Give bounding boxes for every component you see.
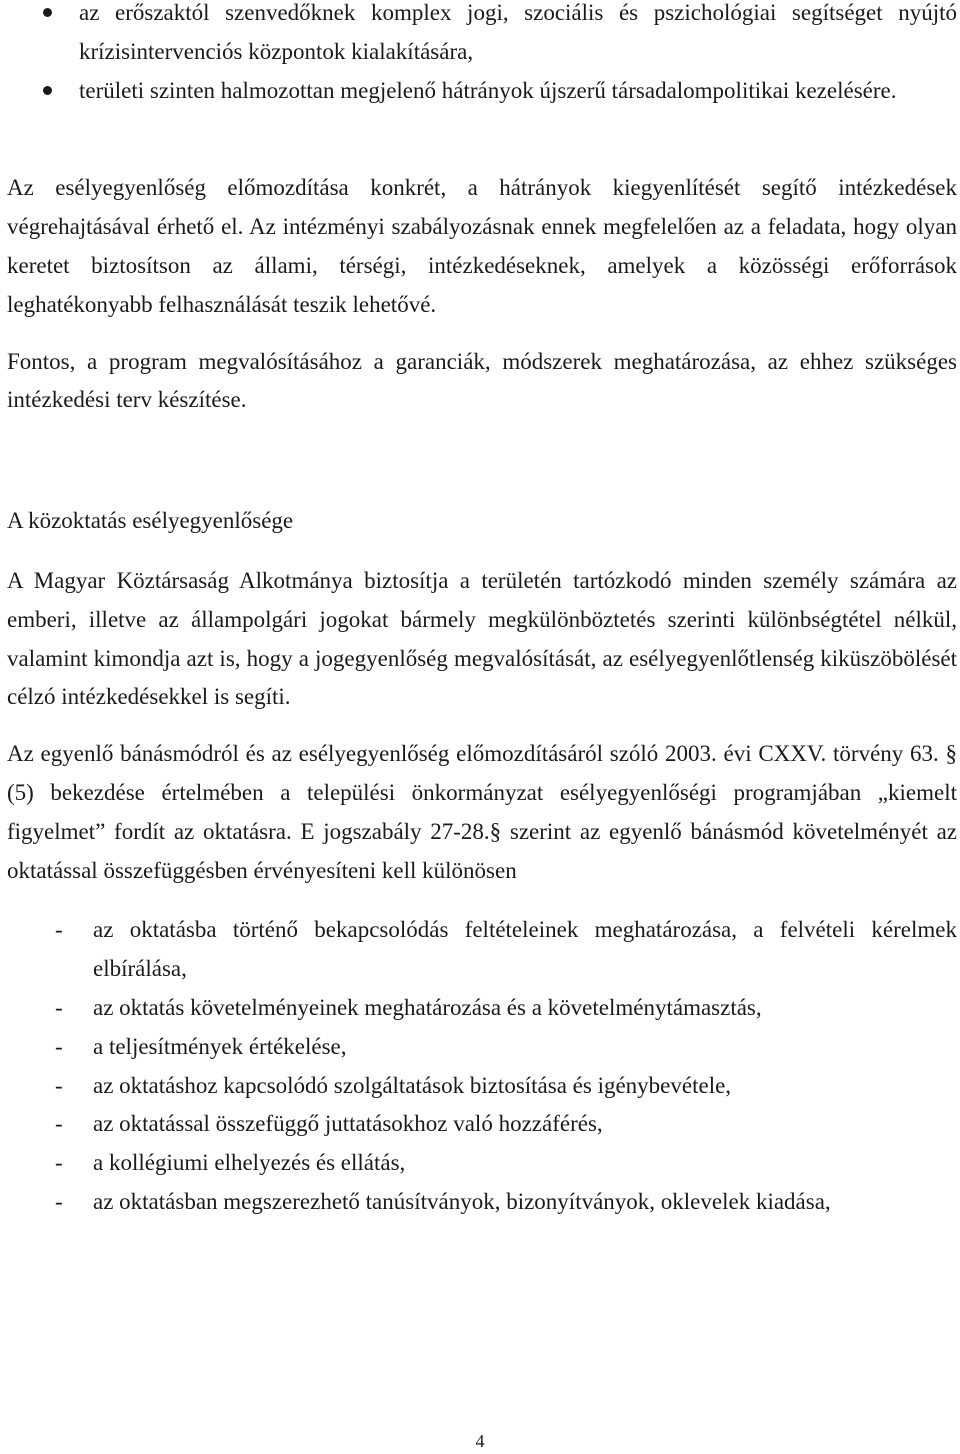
- bullet-icon: [43, 8, 52, 17]
- document-page: [7, 0, 957, 1222]
- dash-marker: -: [55, 1033, 63, 1059]
- list-item: [7, 989, 957, 1028]
- dash-marker: -: [55, 1111, 63, 1137]
- paragraph-law-2003: Az egyenlő bánásmódról és az esélyegyenlőség előmozdításáról szóló 2003. évi CXXV. törvény 63. § (5) bekezdése értelmében a települési önkormányzat esélyegyenlőségi programjában „kiemelt figyelmet” fordít az oktatásra. E jogszabály 27-28.§ szerint az egyenlő bánásmód követelményét az oktatással összefüggésben érvényesíteni kell különösen: [7, 741, 957, 883]
- bullet-text: területi szinten halmozottan megjelenő hátrányok újszerű társadalompolitikai kezelésére.: [79, 77, 897, 103]
- dash-marker: -: [55, 917, 63, 943]
- dash-marker: -: [55, 1072, 63, 1098]
- list-item: [7, 1105, 957, 1144]
- dash-item-text: az oktatásba történő bekapcsolódás feltételeinek meghatározása, a felvételi kérelmek elbírálása,: [93, 917, 957, 982]
- paragraph-constitution: A Magyar Köztársaság Alkotmánya biztosítja a területén tartózkodó minden személy számára az emberi, illetve az állampolgári jogokat bármely megkülönböztetés szerinti különbségtétel nélkül, valamint kimondja azt is, hogy a jogegyenlőség megvalósítását, az esélyegyenlőtlenség kiküszöbölését célzó intézkedésekkel is segíti.: [7, 567, 957, 710]
- dash-marker: -: [55, 994, 63, 1020]
- list-item: [7, 1067, 957, 1106]
- bullet-list: [7, 0, 957, 110]
- dash-marker: -: [55, 1150, 63, 1176]
- list-item: [7, 911, 957, 989]
- page-number: 4: [475, 1431, 485, 1451]
- bullet-text: az erőszaktól szenvedőknek komplex jogi, szociális és pszichológiai segítséget nyújtó krízisintervenciós központok kialakítására,: [79, 0, 957, 64]
- dash-item-text: a kollégiumi elhelyezés és ellátás,: [93, 1150, 406, 1176]
- dash-item-text: az oktatásban megszerezhető tanúsítványok, bizonyítványok, oklevelek kiadása,: [93, 1188, 831, 1214]
- dash-marker: -: [55, 1188, 63, 1214]
- bullet-icon: [43, 86, 52, 95]
- list-item: [7, 0, 957, 72]
- list-item: [7, 72, 957, 111]
- dash-item-text: az oktatás követelményeinek meghatározása és a követelménytámasztás,: [93, 994, 762, 1020]
- list-item: [7, 1183, 957, 1222]
- list-item: [7, 1028, 957, 1067]
- dash-item-text: az oktatáshoz kapcsolódó szolgáltatások biztosítása és igénybevétele,: [93, 1072, 732, 1098]
- dash-item-text: a teljesítmények értékelése,: [93, 1033, 347, 1059]
- dash-list: [7, 911, 957, 1221]
- dash-item-text: az oktatással összefüggő juttatásokhoz való hozzáférés,: [93, 1111, 603, 1137]
- section-heading: A közoktatás esélyegyenlősége: [7, 508, 294, 534]
- list-item: [7, 1144, 957, 1183]
- paragraph-equal-opportunity: Az esélyegyenlőség előmozdítása konkrét, a hátrányok kiegyenlítését segítő intézkedések végrehajtásával érhető el. Az intézményi szabályozásnak ennek megfelelően az a feladata, hogy olyan keretet biztosítson az állami, térségi, intézkedéseknek, amelyek a közösségi erőforrások leghatékonyabb felhasználását teszik lehetővé.: [7, 175, 957, 317]
- paragraph-program-guarantees: Fontos, a program megvalósításához a garanciák, módszerek meghatározása, az ehhez szükséges intézkedési terv készítése.: [7, 348, 957, 413]
